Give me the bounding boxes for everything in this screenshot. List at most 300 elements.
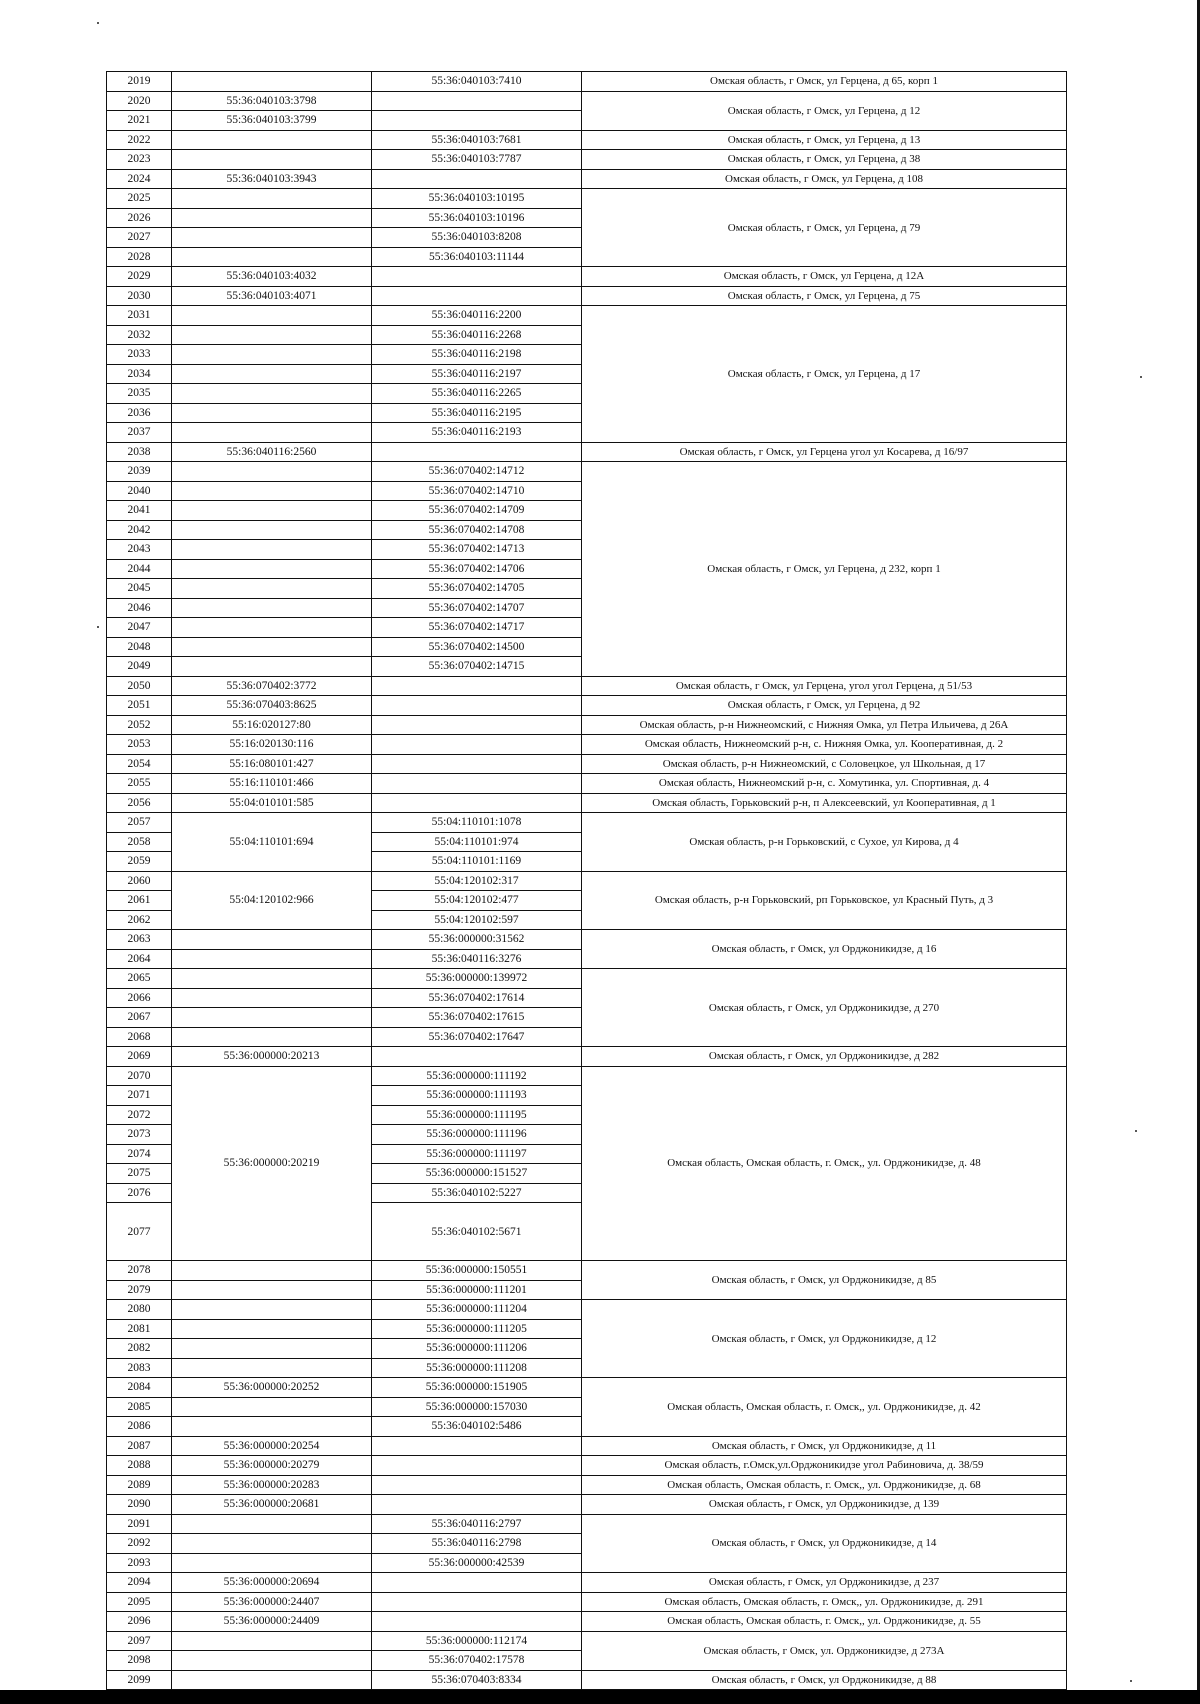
table-row xyxy=(107,306,1067,326)
building-cadastral-number: 55:36:000000:20681 xyxy=(172,1495,372,1515)
premises-cadastral-number: 55:36:000000:111196 xyxy=(372,1125,582,1145)
building-cadastral-number xyxy=(172,501,372,521)
premises-cadastral-number: 55:36:000000:111193 xyxy=(372,1086,582,1106)
premises-cadastral-number: 55:36:070402:17614 xyxy=(372,988,582,1008)
table-row xyxy=(107,267,1067,287)
building-cadastral-number xyxy=(172,364,372,384)
premises-cadastral-number: 55:36:070402:14710 xyxy=(372,481,582,501)
building-cadastral-number xyxy=(172,930,372,950)
premises-cadastral-number: 55:04:110101:974 xyxy=(372,832,582,852)
premises-cadastral-number: 55:36:000000:150551 xyxy=(372,1261,582,1281)
premises-cadastral-number: 55:36:070402:14708 xyxy=(372,520,582,540)
building-cadastral-number xyxy=(172,462,372,482)
row-number: 2041 xyxy=(107,501,172,521)
building-cadastral-number: 55:36:040103:3799 xyxy=(172,111,372,131)
table-row xyxy=(107,793,1067,813)
premises-cadastral-number xyxy=(372,754,582,774)
object-address: Омская область, Омская область, г. Омск,, ул. Орджоникидзе, д. 48 xyxy=(582,1066,1067,1261)
premises-cadastral-number xyxy=(372,286,582,306)
building-cadastral-number xyxy=(172,1651,372,1671)
building-cadastral-number xyxy=(172,1027,372,1047)
building-cadastral-number: 55:36:040103:4071 xyxy=(172,286,372,306)
row-number: 2022 xyxy=(107,130,172,150)
table-row xyxy=(107,1261,1067,1281)
premises-cadastral-number: 55:36:000000:111195 xyxy=(372,1105,582,1125)
premises-cadastral-number: 55:36:000000:111201 xyxy=(372,1280,582,1300)
building-cadastral-number xyxy=(172,72,372,92)
object-address: Омская область, г Омск, ул Герцена, д 13 xyxy=(582,130,1067,150)
table-row xyxy=(107,1495,1067,1515)
building-cadastral-number xyxy=(172,1417,372,1437)
building-cadastral-number xyxy=(172,520,372,540)
building-cadastral-number: 55:36:000000:20254 xyxy=(172,1436,372,1456)
row-number: 2072 xyxy=(107,1105,172,1125)
row-number: 2090 xyxy=(107,1495,172,1515)
premises-cadastral-number: 55:04:120102:597 xyxy=(372,910,582,930)
premises-cadastral-number: 55:36:040103:7410 xyxy=(372,72,582,92)
premises-cadastral-number xyxy=(372,169,582,189)
row-number: 2051 xyxy=(107,696,172,716)
object-address: Омская область, г Омск, ул Герцена, угол угол Герцена, д 51/53 xyxy=(582,676,1067,696)
building-cadastral-number xyxy=(172,1514,372,1534)
building-cadastral-number: 55:16:020127:80 xyxy=(172,715,372,735)
premises-cadastral-number xyxy=(372,1456,582,1476)
premises-cadastral-number xyxy=(372,774,582,794)
premises-cadastral-number: 55:36:070402:14706 xyxy=(372,559,582,579)
building-cadastral-number xyxy=(172,1339,372,1359)
building-cadastral-number: 55:16:110101:466 xyxy=(172,774,372,794)
premises-cadastral-number xyxy=(372,442,582,462)
object-address: Омская область, г Омск, ул Орджоникидзе, д 88 xyxy=(582,1670,1067,1690)
table-row xyxy=(107,715,1067,735)
premises-cadastral-number: 55:36:070402:14712 xyxy=(372,462,582,482)
row-number: 2063 xyxy=(107,930,172,950)
building-cadastral-number xyxy=(172,1319,372,1339)
table-row xyxy=(107,1436,1067,1456)
building-cadastral-number xyxy=(172,150,372,170)
row-number: 2039 xyxy=(107,462,172,482)
object-address: Омская область, г Омск, ул Герцена, д 79 xyxy=(582,189,1067,267)
row-number: 2097 xyxy=(107,1631,172,1651)
row-number: 2069 xyxy=(107,1047,172,1067)
row-number: 2093 xyxy=(107,1553,172,1573)
building-cadastral-number: 55:36:040116:2560 xyxy=(172,442,372,462)
building-cadastral-number xyxy=(172,559,372,579)
scan-speck xyxy=(97,626,99,628)
row-number: 2091 xyxy=(107,1514,172,1534)
row-number: 2078 xyxy=(107,1261,172,1281)
object-address: Омская область, р-н Нижнеомский, с Нижняя Омка, ул Петра Ильичева, д 26А xyxy=(582,715,1067,735)
building-cadastral-number xyxy=(172,228,372,248)
table-row xyxy=(107,1066,1067,1086)
object-address: Омская область, р-н Нижнеомский, с Соловецкое, ул Школьная, д 17 xyxy=(582,754,1067,774)
premises-cadastral-number: 55:36:040103:11144 xyxy=(372,247,582,267)
premises-cadastral-number: 55:36:040102:5227 xyxy=(372,1183,582,1203)
object-address: Омская область, г Омск, ул Орджоникидзе, д 16 xyxy=(582,930,1067,969)
object-address: Омская область, г Омск, ул Орджоникидзе, д 85 xyxy=(582,1261,1067,1300)
premises-cadastral-number: 55:04:120102:477 xyxy=(372,891,582,911)
premises-cadastral-number: 55:36:040116:2193 xyxy=(372,423,582,443)
building-cadastral-number xyxy=(172,1670,372,1690)
table-row xyxy=(107,1456,1067,1476)
premises-cadastral-number: 55:36:040102:5486 xyxy=(372,1417,582,1437)
row-number: 2099 xyxy=(107,1670,172,1690)
table-row xyxy=(107,169,1067,189)
row-number: 2095 xyxy=(107,1592,172,1612)
row-number: 2033 xyxy=(107,345,172,365)
premises-cadastral-number xyxy=(372,696,582,716)
building-cadastral-number xyxy=(172,618,372,638)
premises-cadastral-number xyxy=(372,676,582,696)
table-row xyxy=(107,696,1067,716)
table-row xyxy=(107,1573,1067,1593)
premises-cadastral-number: 55:36:000000:112174 xyxy=(372,1631,582,1651)
row-number: 2064 xyxy=(107,949,172,969)
premises-cadastral-number: 55:36:070402:17647 xyxy=(372,1027,582,1047)
row-number: 2080 xyxy=(107,1300,172,1320)
premises-cadastral-number: 55:36:040102:5671 xyxy=(372,1203,582,1261)
table-row xyxy=(107,189,1067,209)
building-cadastral-number xyxy=(172,208,372,228)
building-cadastral-number: 55:04:110101:694 xyxy=(172,813,372,872)
premises-cadastral-number xyxy=(372,1475,582,1495)
scan-speck xyxy=(1140,376,1142,378)
object-address: Омская область, г Омск, ул Орджоникидзе, д 139 xyxy=(582,1495,1067,1515)
table-row xyxy=(107,871,1067,891)
table-row xyxy=(107,754,1067,774)
row-number: 2025 xyxy=(107,189,172,209)
table-row xyxy=(107,1592,1067,1612)
object-address: Омская область, г Омск, ул Орджоникидзе, д 14 xyxy=(582,1514,1067,1573)
premises-cadastral-number: 55:36:070403:8334 xyxy=(372,1670,582,1690)
object-address: Омская область, г Омск, ул Герцена, д 38 xyxy=(582,150,1067,170)
row-number: 2024 xyxy=(107,169,172,189)
table-row xyxy=(107,130,1067,150)
premises-cadastral-number: 55:36:000000:111192 xyxy=(372,1066,582,1086)
building-cadastral-number: 55:04:010101:585 xyxy=(172,793,372,813)
premises-cadastral-number: 55:36:040116:2195 xyxy=(372,403,582,423)
row-number: 2061 xyxy=(107,891,172,911)
building-cadastral-number xyxy=(172,423,372,443)
scan-speck xyxy=(97,22,99,24)
object-address: Омская область, г Омск, ул Герцена, д 17 xyxy=(582,306,1067,443)
object-address: Омская область, г Омск, ул Герцена, д 232, корп 1 xyxy=(582,462,1067,677)
building-cadastral-number xyxy=(172,969,372,989)
premises-cadastral-number: 55:36:000000:151527 xyxy=(372,1164,582,1184)
building-cadastral-number xyxy=(172,1397,372,1417)
building-cadastral-number: 55:36:000000:20283 xyxy=(172,1475,372,1495)
premises-cadastral-number: 55:36:040116:2797 xyxy=(372,1514,582,1534)
building-cadastral-number xyxy=(172,1300,372,1320)
object-address: Омская область, г.Омск,ул.Орджоникидзе угол Рабиновича, д. 38/59 xyxy=(582,1456,1067,1476)
premises-cadastral-number xyxy=(372,111,582,131)
object-address: Омская область, Омская область, г. Омск,, ул. Орджоникидзе, д. 68 xyxy=(582,1475,1067,1495)
row-number: 2036 xyxy=(107,403,172,423)
row-number: 2060 xyxy=(107,871,172,891)
building-cadastral-number xyxy=(172,1261,372,1281)
premises-cadastral-number: 55:36:070402:14713 xyxy=(372,540,582,560)
row-number: 2065 xyxy=(107,969,172,989)
table-row xyxy=(107,1631,1067,1651)
premises-cadastral-number: 55:36:070402:17578 xyxy=(372,1651,582,1671)
premises-cadastral-number: 55:36:040103:8208 xyxy=(372,228,582,248)
premises-cadastral-number: 55:04:110101:1078 xyxy=(372,813,582,833)
building-cadastral-number: 55:16:080101:427 xyxy=(172,754,372,774)
building-cadastral-number xyxy=(172,1534,372,1554)
building-cadastral-number: 55:36:040103:4032 xyxy=(172,267,372,287)
object-address: Омская область, г Омск, ул Орджоникидзе, д 237 xyxy=(582,1573,1067,1593)
row-number: 2047 xyxy=(107,618,172,638)
building-cadastral-number: 55:36:000000:20694 xyxy=(172,1573,372,1593)
row-number: 2053 xyxy=(107,735,172,755)
table-row xyxy=(107,813,1067,833)
building-cadastral-number: 55:36:040103:3943 xyxy=(172,169,372,189)
table-row xyxy=(107,1612,1067,1632)
building-cadastral-number: 55:36:070403:8625 xyxy=(172,696,372,716)
premises-cadastral-number xyxy=(372,91,582,111)
row-number: 2030 xyxy=(107,286,172,306)
object-address: Омская область, Омская область, г. Омск,, ул. Орджоникидзе, д. 42 xyxy=(582,1378,1067,1437)
table-row xyxy=(107,462,1067,482)
table-row xyxy=(107,72,1067,92)
row-number: 2028 xyxy=(107,247,172,267)
building-cadastral-number xyxy=(172,579,372,599)
object-address: Омская область, г Омск, ул Орджоникидзе, д 282 xyxy=(582,1047,1067,1067)
table-row xyxy=(107,442,1067,462)
object-address: Омская область, Горьковский р-н, п Алексеевский, ул Кооперативная, д 1 xyxy=(582,793,1067,813)
building-cadastral-number xyxy=(172,1280,372,1300)
building-cadastral-number: 55:16:020130:116 xyxy=(172,735,372,755)
premises-cadastral-number: 55:36:000000:111205 xyxy=(372,1319,582,1339)
object-address: Омская область, Нижнеомский р-н, с. Хомутинка, ул. Спортивная, д. 4 xyxy=(582,774,1067,794)
row-number: 2086 xyxy=(107,1417,172,1437)
premises-cadastral-number: 55:36:070402:17615 xyxy=(372,1008,582,1028)
row-number: 2096 xyxy=(107,1612,172,1632)
row-number: 2081 xyxy=(107,1319,172,1339)
table-row xyxy=(107,91,1067,111)
building-cadastral-number xyxy=(172,988,372,1008)
building-cadastral-number xyxy=(172,657,372,677)
premises-cadastral-number: 55:36:000000:151905 xyxy=(372,1378,582,1398)
row-number: 2067 xyxy=(107,1008,172,1028)
row-number: 2071 xyxy=(107,1086,172,1106)
premises-cadastral-number: 55:36:000000:139972 xyxy=(372,969,582,989)
object-address: Омская область, г Омск, ул Герцена угол ул Косарева, д 16/97 xyxy=(582,442,1067,462)
object-address: Омская область, р-н Горьковский, с Сухое, ул Кирова, д 4 xyxy=(582,813,1067,872)
building-cadastral-number xyxy=(172,306,372,326)
table-row xyxy=(107,735,1067,755)
premises-cadastral-number: 55:36:000000:111208 xyxy=(372,1358,582,1378)
premises-cadastral-number: 55:36:040116:2798 xyxy=(372,1534,582,1554)
row-number: 2079 xyxy=(107,1280,172,1300)
row-number: 2054 xyxy=(107,754,172,774)
premises-cadastral-number xyxy=(372,1573,582,1593)
row-number: 2020 xyxy=(107,91,172,111)
table-row xyxy=(107,1047,1067,1067)
row-number: 2043 xyxy=(107,540,172,560)
row-number: 2045 xyxy=(107,579,172,599)
row-number: 2074 xyxy=(107,1144,172,1164)
row-number: 2049 xyxy=(107,657,172,677)
row-number: 2052 xyxy=(107,715,172,735)
premises-cadastral-number: 55:36:070402:14500 xyxy=(372,637,582,657)
premises-cadastral-number: 55:36:040103:10196 xyxy=(372,208,582,228)
row-number: 2066 xyxy=(107,988,172,1008)
row-number: 2082 xyxy=(107,1339,172,1359)
building-cadastral-number: 55:36:040103:3798 xyxy=(172,91,372,111)
object-address: Омская область, Омская область, г. Омск,, ул. Орджоникидзе, д. 55 xyxy=(582,1612,1067,1632)
object-address: Омская область, г Омск, ул. Орджоникидзе, д 273А xyxy=(582,1631,1067,1670)
row-number: 2075 xyxy=(107,1164,172,1184)
row-number: 2029 xyxy=(107,267,172,287)
building-cadastral-number xyxy=(172,598,372,618)
table-row xyxy=(107,1514,1067,1534)
row-number: 2059 xyxy=(107,852,172,872)
object-address: Омская область, г Омск, ул Герцена, д 108 xyxy=(582,169,1067,189)
premises-cadastral-number: 55:36:040116:2268 xyxy=(372,325,582,345)
building-cadastral-number xyxy=(172,247,372,267)
table-row xyxy=(107,1670,1067,1690)
object-address: Омская область, г Омск, ул Орджоникидзе, д 12 xyxy=(582,1300,1067,1378)
row-number: 2058 xyxy=(107,832,172,852)
premises-cadastral-number: 55:36:040103:7681 xyxy=(372,130,582,150)
premises-cadastral-number: 55:04:110101:1169 xyxy=(372,852,582,872)
object-address: Омская область, г Омск, ул Герцена, д 75 xyxy=(582,286,1067,306)
row-number: 2048 xyxy=(107,637,172,657)
row-number: 2089 xyxy=(107,1475,172,1495)
row-number: 2044 xyxy=(107,559,172,579)
premises-cadastral-number xyxy=(372,1436,582,1456)
building-cadastral-number: 55:36:000000:24407 xyxy=(172,1592,372,1612)
building-cadastral-number xyxy=(172,325,372,345)
building-cadastral-number: 55:36:070402:3772 xyxy=(172,676,372,696)
premises-cadastral-number: 55:36:040103:7787 xyxy=(372,150,582,170)
row-number: 2073 xyxy=(107,1125,172,1145)
row-number: 2021 xyxy=(107,111,172,131)
object-address: Омская область, г Омск, ул Герцена, д 12А xyxy=(582,267,1067,287)
object-address: Омская область, Нижнеомский р-н, с. Нижняя Омка, ул. Кооперативная, д. 2 xyxy=(582,735,1067,755)
row-number: 2070 xyxy=(107,1066,172,1086)
table-row xyxy=(107,150,1067,170)
building-cadastral-number: 55:36:000000:24409 xyxy=(172,1612,372,1632)
premises-cadastral-number: 55:36:000000:111197 xyxy=(372,1144,582,1164)
register-table-body xyxy=(107,72,1067,1690)
premises-cadastral-number: 55:36:070402:14715 xyxy=(372,657,582,677)
building-cadastral-number xyxy=(172,1631,372,1651)
row-number: 2034 xyxy=(107,364,172,384)
row-number: 2037 xyxy=(107,423,172,443)
row-number: 2076 xyxy=(107,1183,172,1203)
scan-edge-bottom xyxy=(0,1690,1200,1704)
premises-cadastral-number: 55:36:040116:2265 xyxy=(372,384,582,404)
row-number: 2068 xyxy=(107,1027,172,1047)
building-cadastral-number xyxy=(172,1008,372,1028)
building-cadastral-number: 55:36:000000:20219 xyxy=(172,1066,372,1261)
row-number: 2057 xyxy=(107,813,172,833)
row-number: 2062 xyxy=(107,910,172,930)
premises-cadastral-number: 55:36:000000:111206 xyxy=(372,1339,582,1359)
row-number: 2056 xyxy=(107,793,172,813)
premises-cadastral-number: 55:36:070402:14709 xyxy=(372,501,582,521)
row-number: 2031 xyxy=(107,306,172,326)
row-number: 2023 xyxy=(107,150,172,170)
premises-cadastral-number xyxy=(372,715,582,735)
premises-cadastral-number: 55:36:040116:2198 xyxy=(372,345,582,365)
row-number: 2085 xyxy=(107,1397,172,1417)
object-address: Омская область, г Омск, ул Герцена, д 12 xyxy=(582,91,1067,130)
premises-cadastral-number: 55:36:000000:42539 xyxy=(372,1553,582,1573)
object-address: Омская область, р-н Горьковский, рп Горьковское, ул Красный Путь, д 3 xyxy=(582,871,1067,930)
object-address: Омская область, г Омск, ул Герцена, д 65, корп 1 xyxy=(582,72,1067,92)
table-row xyxy=(107,1475,1067,1495)
row-number: 2019 xyxy=(107,72,172,92)
premises-cadastral-number: 55:36:040116:2197 xyxy=(372,364,582,384)
table-row xyxy=(107,1378,1067,1398)
row-number: 2038 xyxy=(107,442,172,462)
row-number: 2088 xyxy=(107,1456,172,1476)
row-number: 2042 xyxy=(107,520,172,540)
premises-cadastral-number: 55:36:040116:3276 xyxy=(372,949,582,969)
premises-cadastral-number: 55:36:000000:157030 xyxy=(372,1397,582,1417)
row-number: 2035 xyxy=(107,384,172,404)
building-cadastral-number xyxy=(172,949,372,969)
object-address: Омская область, г Омск, ул Орджоникидзе, д 11 xyxy=(582,1436,1067,1456)
row-number: 2098 xyxy=(107,1651,172,1671)
row-number: 2092 xyxy=(107,1534,172,1554)
premises-cadastral-number: 55:36:070402:14707 xyxy=(372,598,582,618)
building-cadastral-number xyxy=(172,345,372,365)
object-address: Омская область, г Омск, ул Орджоникидзе, д 270 xyxy=(582,969,1067,1047)
premises-cadastral-number xyxy=(372,1592,582,1612)
premises-cadastral-number: 55:36:070402:14717 xyxy=(372,618,582,638)
row-number: 2094 xyxy=(107,1573,172,1593)
building-cadastral-number xyxy=(172,637,372,657)
premises-cadastral-number xyxy=(372,1047,582,1067)
object-address: Омская область, г Омск, ул Герцена, д 92 xyxy=(582,696,1067,716)
premises-cadastral-number xyxy=(372,1495,582,1515)
premises-cadastral-number xyxy=(372,1612,582,1632)
building-cadastral-number xyxy=(172,1358,372,1378)
premises-cadastral-number: 55:04:120102:317 xyxy=(372,871,582,891)
table-row xyxy=(107,930,1067,950)
row-number: 2027 xyxy=(107,228,172,248)
row-number: 2077 xyxy=(107,1203,172,1261)
building-cadastral-number xyxy=(172,540,372,560)
row-number: 2026 xyxy=(107,208,172,228)
table-row xyxy=(107,286,1067,306)
building-cadastral-number: 55:04:120102:966 xyxy=(172,871,372,930)
row-number: 2050 xyxy=(107,676,172,696)
scan-speck xyxy=(1135,1130,1137,1132)
building-cadastral-number xyxy=(172,130,372,150)
table-row xyxy=(107,774,1067,794)
building-cadastral-number: 55:36:000000:20279 xyxy=(172,1456,372,1476)
register-table xyxy=(106,71,1067,1690)
premises-cadastral-number xyxy=(372,267,582,287)
premises-cadastral-number: 55:36:070402:14705 xyxy=(372,579,582,599)
scan-speck xyxy=(1130,1680,1132,1682)
premises-cadastral-number: 55:36:040103:10195 xyxy=(372,189,582,209)
premises-cadastral-number: 55:36:040116:2200 xyxy=(372,306,582,326)
row-number: 2040 xyxy=(107,481,172,501)
premises-cadastral-number: 55:36:000000:111204 xyxy=(372,1300,582,1320)
table-row xyxy=(107,1300,1067,1320)
object-address: Омская область, Омская область, г. Омск,, ул. Орджоникидзе, д. 291 xyxy=(582,1592,1067,1612)
row-number: 2083 xyxy=(107,1358,172,1378)
row-number: 2055 xyxy=(107,774,172,794)
building-cadastral-number: 55:36:000000:20213 xyxy=(172,1047,372,1067)
building-cadastral-number xyxy=(172,1553,372,1573)
